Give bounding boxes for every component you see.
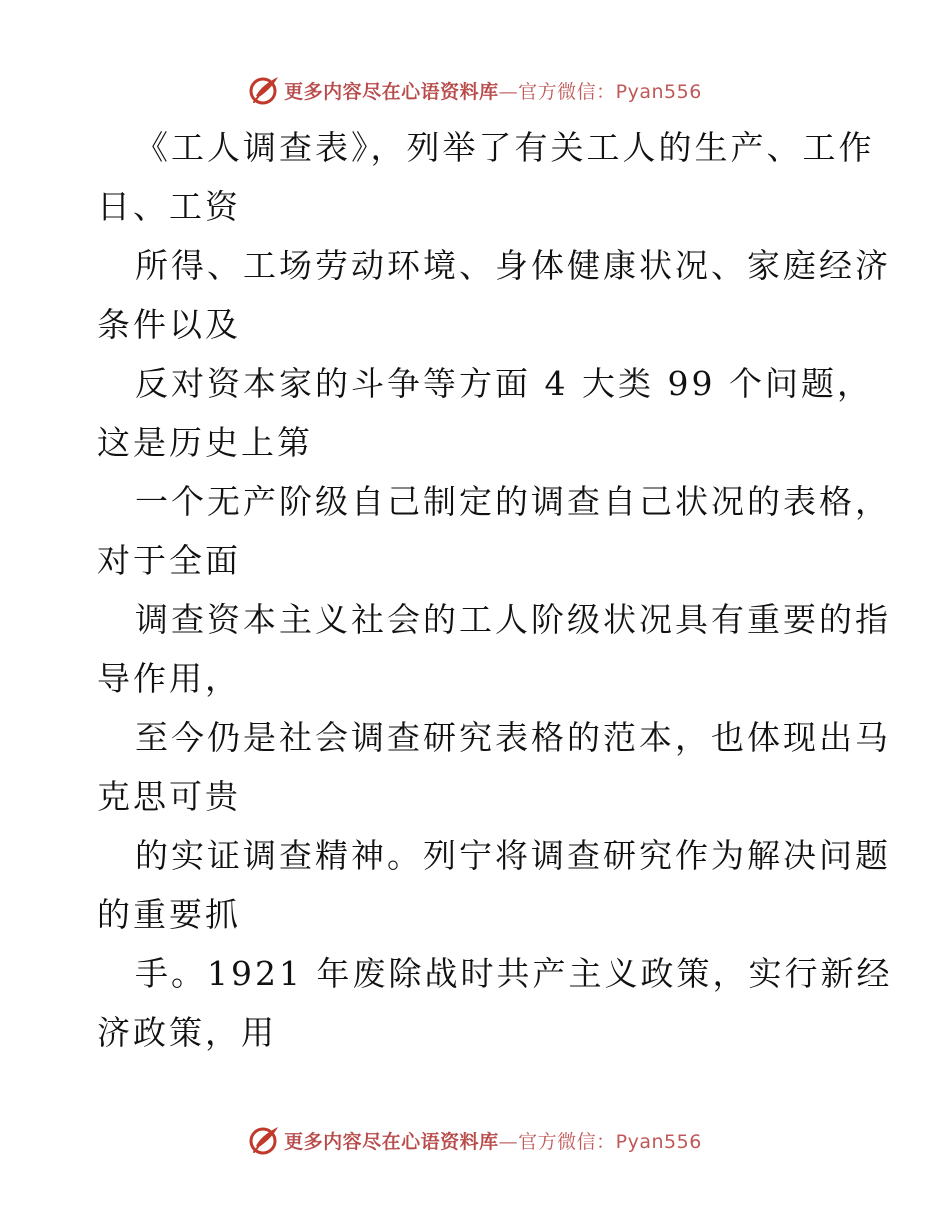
text-line: 导作用，: [97, 659, 241, 698]
document-body: [97, 118, 893, 1062]
header-banner-main: 更多内容尽在心语资料库: [284, 80, 499, 103]
text-line: 《工人调查表》，列举了有关工人的生产、工作: [135, 128, 875, 167]
quill-logo-icon: [248, 74, 280, 106]
footer-banner: [0, 1120, 950, 1160]
text-line: 所得、工场劳动环境、身体健康状况、家庭经济: [135, 246, 891, 285]
text-line: 手。1921 年废除战时共产主义政策，实行新经: [135, 954, 893, 993]
header-banner-text: [284, 77, 702, 104]
text-line: 调查资本主义社会的工人阶级状况具有重要的指: [135, 600, 891, 639]
footer-banner-wechat: 官方微信：Pyan556: [518, 1130, 702, 1153]
text-line: 反对资本家的斗争等方面 4 大类 99 个问题，: [135, 364, 873, 403]
text-line: 至今仍是社会调查研究表格的范本，也体现出马: [135, 718, 891, 757]
text-line: 的重要抓: [97, 895, 241, 934]
quill-logo-icon: [248, 1124, 280, 1156]
footer-banner-main: 更多内容尽在心语资料库: [284, 1130, 499, 1153]
text-line: 克思可贵: [97, 777, 241, 816]
text-line: 济政策，用: [97, 1013, 277, 1052]
footer-banner-dash: —: [498, 1130, 519, 1153]
header-banner-dash: —: [498, 80, 519, 103]
text-line: 一个无产阶级自己制定的调查自己状况的表格，: [135, 482, 891, 521]
header-banner-wechat: 官方微信：Pyan556: [518, 80, 702, 103]
text-line: 的实证调查精神。列宁将调查研究作为解决问题: [135, 836, 891, 875]
text-line: 这是历史上第: [97, 423, 313, 462]
header-banner: [0, 70, 950, 110]
text-line: 条件以及: [97, 305, 241, 344]
footer-banner-text: [284, 1127, 702, 1154]
text-line: 日、工资: [97, 187, 241, 226]
text-line: 对于全面: [97, 541, 241, 580]
